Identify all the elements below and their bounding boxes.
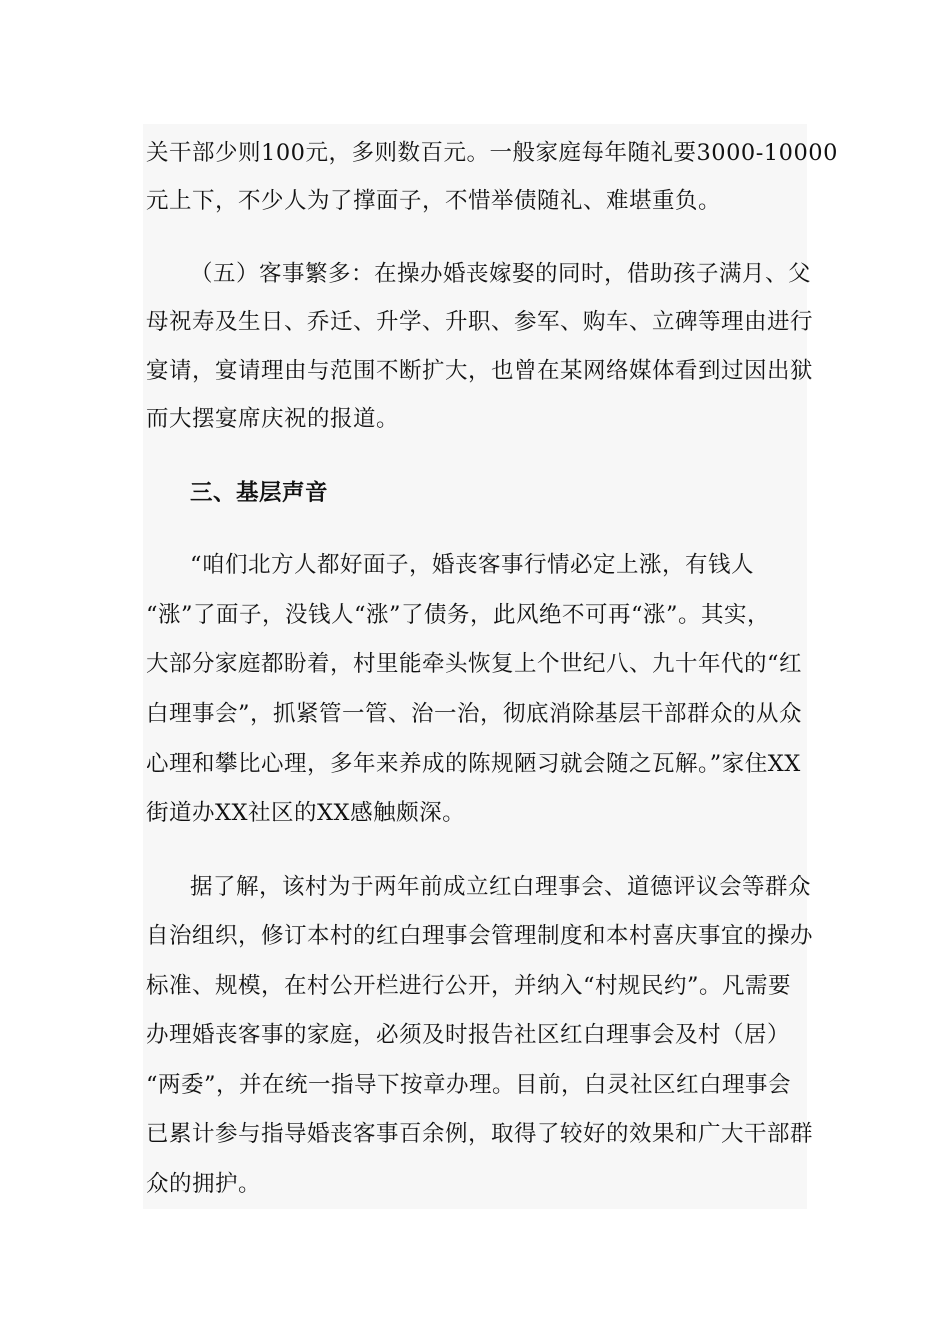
paragraph-3-line-6: 街道办XX社区的XX感触颇深。 — [146, 800, 466, 826]
paragraph-3-line-4: 白理事会”，抓紧管一管、治一治，彻底消除基层干部群众的从众 — [146, 701, 803, 727]
paragraph-4-line-4: 办理婚丧客事的家庭，必须及时报告社区红白理事会及村（居） — [146, 1022, 791, 1048]
paragraph-4-line-2: 自治组织，修订本村的红白理事会管理制度和本村喜庆事宜的操办 — [146, 923, 814, 949]
paragraph-3-line-3: 大部分家庭都盼着，村里能牵头恢复上个世纪八、九十年代的“红 — [146, 651, 803, 677]
paragraph-4-line-5: “两委”，并在统一指导下按章办理。目前，白灵社区红白理事会 — [146, 1072, 792, 1098]
paragraph-2-line-1: （五）客事繁多：在操办婚丧嫁娶的同时，借助孩子满月、父 — [190, 261, 812, 287]
paragraph-3-line-2: “涨”了面子，没钱人“涨”了债务，此风绝不可再“涨”。其实， — [146, 602, 771, 628]
paragraph-2-line-4: 而大摆宴席庆祝的报道。 — [146, 406, 400, 432]
paragraph-3-line-1: “咱们北方人都好面子，婚丧客事行情必定上涨，有钱人 — [190, 552, 755, 578]
paragraph-1-line-1: 关干部少则100元，多则数百元。一般家庭每年随礼要3000-10000 — [146, 140, 838, 166]
paragraph-4-line-1: 据了解，该村为于两年前成立红白理事会、道德评议会等群众 — [190, 874, 812, 900]
paragraph-4-line-3: 标准、规模，在村公开栏进行公开，并纳入“村规民约”。凡需要 — [146, 973, 792, 999]
section-heading: 三、基层声音 — [190, 480, 329, 506]
paragraph-2-line-2: 母祝寿及生日、乔迁、升学、升职、参军、购车、立碑等理由进行 — [146, 309, 814, 335]
paragraph-4-line-6: 已累计参与指导婚丧客事百余例，取得了较好的效果和广大干部群 — [146, 1121, 814, 1147]
paragraph-1-line-2: 元上下，不少人为了撑面子，不惜举债随礼、难堪重负。 — [146, 188, 722, 214]
paragraph-2-line-3: 宴请，宴请理由与范围不断扩大，也曾在某网络媒体看到过因出狱 — [146, 358, 814, 384]
paragraph-4-line-7: 众的拥护。 — [146, 1171, 262, 1197]
paragraph-3-line-5: 心理和攀比心理，多年来养成的陈规陋习就会随之瓦解。”家住XX — [146, 751, 801, 777]
